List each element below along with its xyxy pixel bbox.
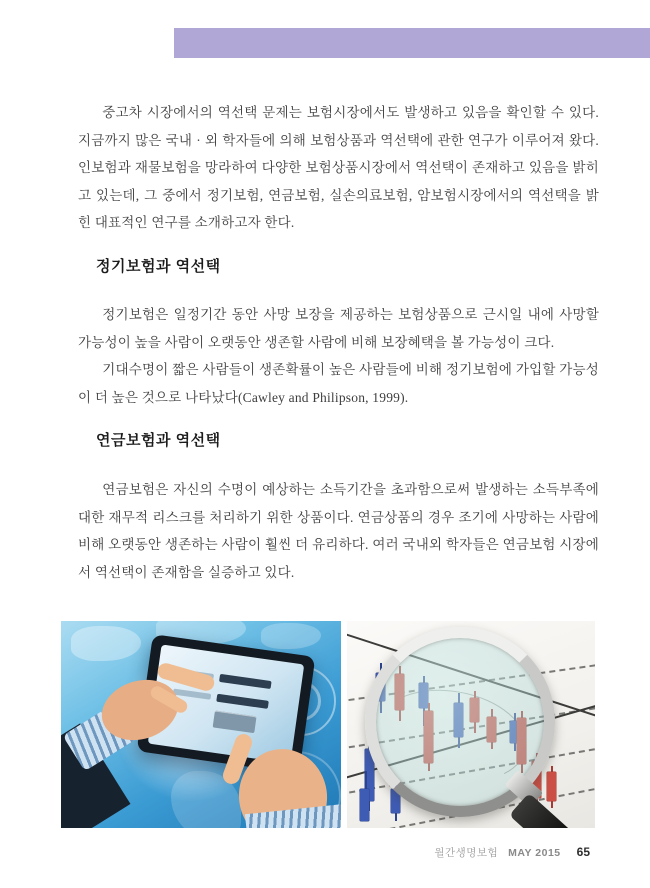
candlestick bbox=[547, 772, 556, 801]
term-paragraph-2: 기대수명이 짧은 사람들이 생존확률이 높은 사람들에 비해 정기보험에 가입할 가능성이 더 높은 것으로 나타났다(Cawley and Philipson, 1999). bbox=[78, 362, 599, 405]
intro-paragraph bbox=[78, 99, 599, 237]
annuity-paragraph bbox=[78, 476, 599, 586]
login-password-field bbox=[216, 694, 269, 709]
magazine-name: 월간생명보험 bbox=[434, 847, 499, 859]
world-map-blob bbox=[261, 623, 321, 649]
magnifier-chart-photo bbox=[347, 621, 595, 828]
top-accent-bar bbox=[174, 28, 650, 58]
login-button-shape bbox=[213, 711, 257, 734]
annuity-paragraph-text: 연금보험은 자신의 수명이 예상하는 소득기간을 초과함으로써 발생하는 소득부족에 대한 재무적 리스크를 처리하기 위한 상품이다. 연금상품의 경우 조기에 사망하는 사람에 비해 오랫동안 생존하는 사람이 훨씬 더 유리하다. 여러 국내외 학자들은 연금보험 시장에서 역선택이 존재함을 실증하고 있다. bbox=[78, 482, 599, 580]
intro-paragraph-text: 중고차 시장에서의 역선택 문제는 보험시장에서도 발생하고 있음을 확인할 수 있다. 지금까지 많은 국내 · 외 학자들에 의해 보험상품과 역선택에 관한 연구가 이루어져 왔다. 인보험과 재물보험을 망라하여 다양한 보험상품시장에서 역선택이 존재하고 있음을 밝히고 있는데, 그 중에서 정기보험, 연금보험, 실손의료보험, 암보험시장에서의 역선택을 밝힌 대표적인 연구를 소개하고자 한다. bbox=[78, 105, 599, 230]
issue-date: MAY 2015 bbox=[508, 847, 561, 859]
page-footer bbox=[434, 845, 590, 860]
login-username-field bbox=[219, 674, 272, 689]
world-map-blob bbox=[71, 626, 141, 661]
tablet-login-photo bbox=[61, 621, 341, 828]
section-heading-annuity-insurance: 연금보험과 역선택 bbox=[96, 432, 221, 449]
section-heading-term-insurance: 정기보험과 역선택 bbox=[96, 258, 221, 275]
page-number: 65 bbox=[576, 845, 590, 859]
candlestick bbox=[360, 789, 369, 821]
term-insurance-paragraphs bbox=[78, 301, 599, 411]
term-paragraph-1: 정기보험은 일정기간 동안 사망 보장을 제공하는 보험상품으로 근시일 내에 사망할 가능성이 높을 사람이 오랫동안 생존할 사람에 비해 보장혜택을 볼 가능성이 크다. bbox=[78, 307, 599, 350]
